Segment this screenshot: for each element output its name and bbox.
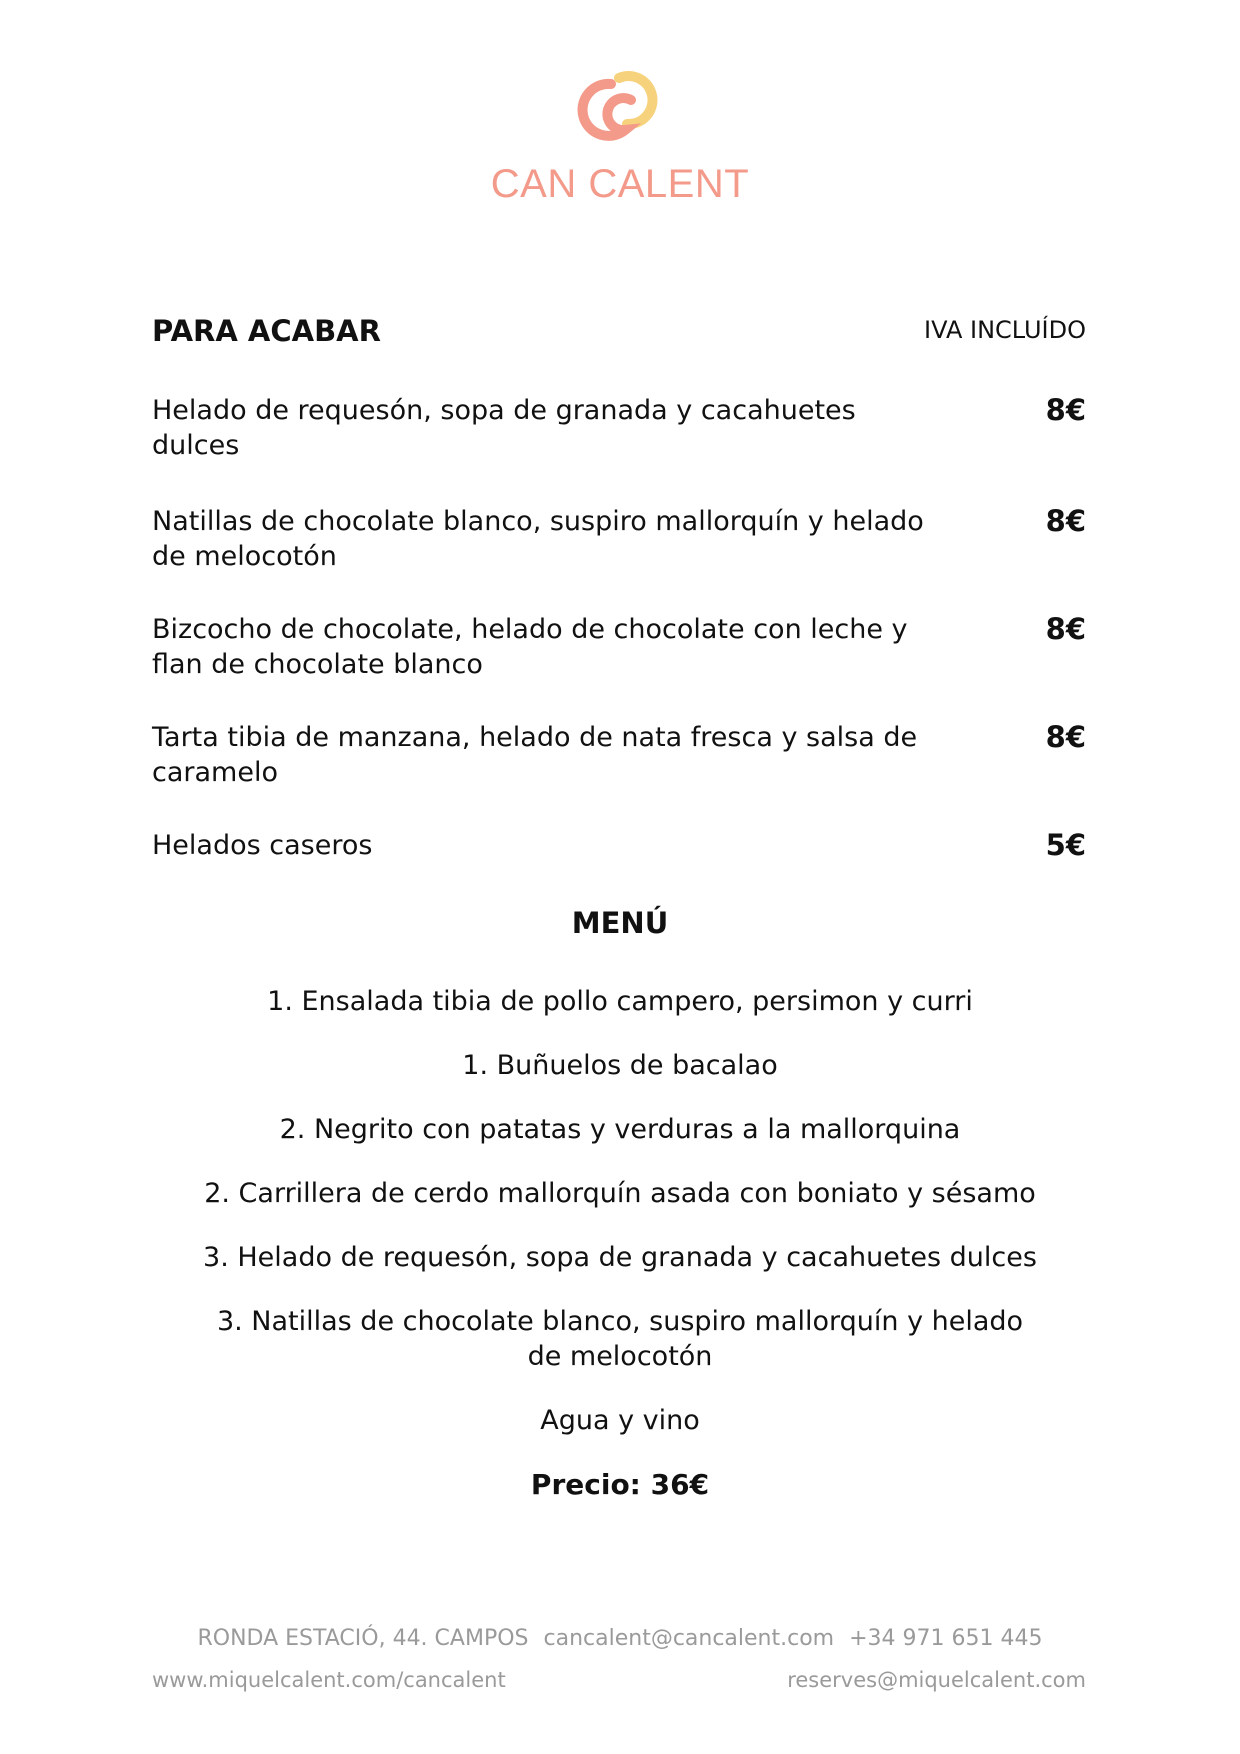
- footer-phone[interactable]: +34 971 651 445: [849, 1626, 1043, 1651]
- dessert-name: Natillas de chocolate blanco, suspiro mallorquín y helado de melocotón: [152, 506, 924, 572]
- section-header: [152, 314, 1086, 354]
- can-calent-logo-icon: [575, 60, 665, 160]
- dessert-price: 8€: [1045, 612, 1086, 646]
- dessert-price: 8€: [1045, 393, 1086, 427]
- section-title: PARA ACABAR: [152, 314, 381, 348]
- footer-address: RONDA ESTACIÓ, 44. CAMPOS: [197, 1626, 529, 1651]
- dessert-item: [152, 720, 1086, 790]
- iva-note: IVA INCLUÍDO: [924, 316, 1086, 344]
- footer-contact: [0, 1626, 1240, 1651]
- menu-course: 3. Helado de requesón, sopa de granada y cacahuetes dulces: [203, 1242, 1037, 1273]
- dessert-item: [152, 612, 1086, 682]
- dessert-name: Tarta tibia de manzana, helado de nata fresca y salsa de caramelo: [152, 722, 918, 788]
- brand-name: CAN CALENT: [490, 162, 750, 206]
- dessert-name: Helados caseros: [152, 830, 373, 861]
- dessert-price: 8€: [1045, 720, 1086, 754]
- menu-price: Precio: 36€: [530, 1468, 710, 1501]
- menu-course: 3. Natillas de chocolate blanco, suspiro mallorquín y helado de melocotón: [216, 1306, 1024, 1372]
- dessert-name: Helado de requesón, sopa de granada y cacahuetes dulces: [152, 395, 856, 461]
- menu-title: MENÚ: [571, 906, 669, 940]
- logo: [0, 60, 1240, 207]
- set-menu-list: [200, 984, 1040, 1502]
- footer-reservations-link[interactable]: reserves@miquelcalent.com: [787, 1668, 1086, 1692]
- dessert-name: Bizcocho de chocolate, helado de chocolate con leche y flan de chocolate blanco: [152, 614, 908, 680]
- menu-course: 1. Ensalada tibia de pollo campero, persimon y curri: [267, 986, 973, 1017]
- dessert-item: [152, 828, 1086, 863]
- menu-course: 1. Buñuelos de bacalao: [462, 1050, 778, 1081]
- menu-course: 2. Negrito con patatas y verduras a la mallorquina: [279, 1114, 961, 1145]
- dessert-item: [152, 393, 1086, 463]
- dessert-item: [152, 504, 1086, 574]
- dessert-price: 5€: [1045, 828, 1086, 862]
- footer-email-link[interactable]: cancalent@cancalent.com: [543, 1626, 835, 1651]
- dessert-price: 8€: [1045, 504, 1086, 538]
- menu-drinks: Agua y vino: [540, 1405, 700, 1436]
- footer-website-link[interactable]: www.miquelcalent.com/cancalent: [152, 1668, 506, 1692]
- dessert-list: [152, 393, 1086, 904]
- menu-course: 2. Carrillera de cerdo mallorquín asada con boniato y sésamo: [204, 1178, 1036, 1209]
